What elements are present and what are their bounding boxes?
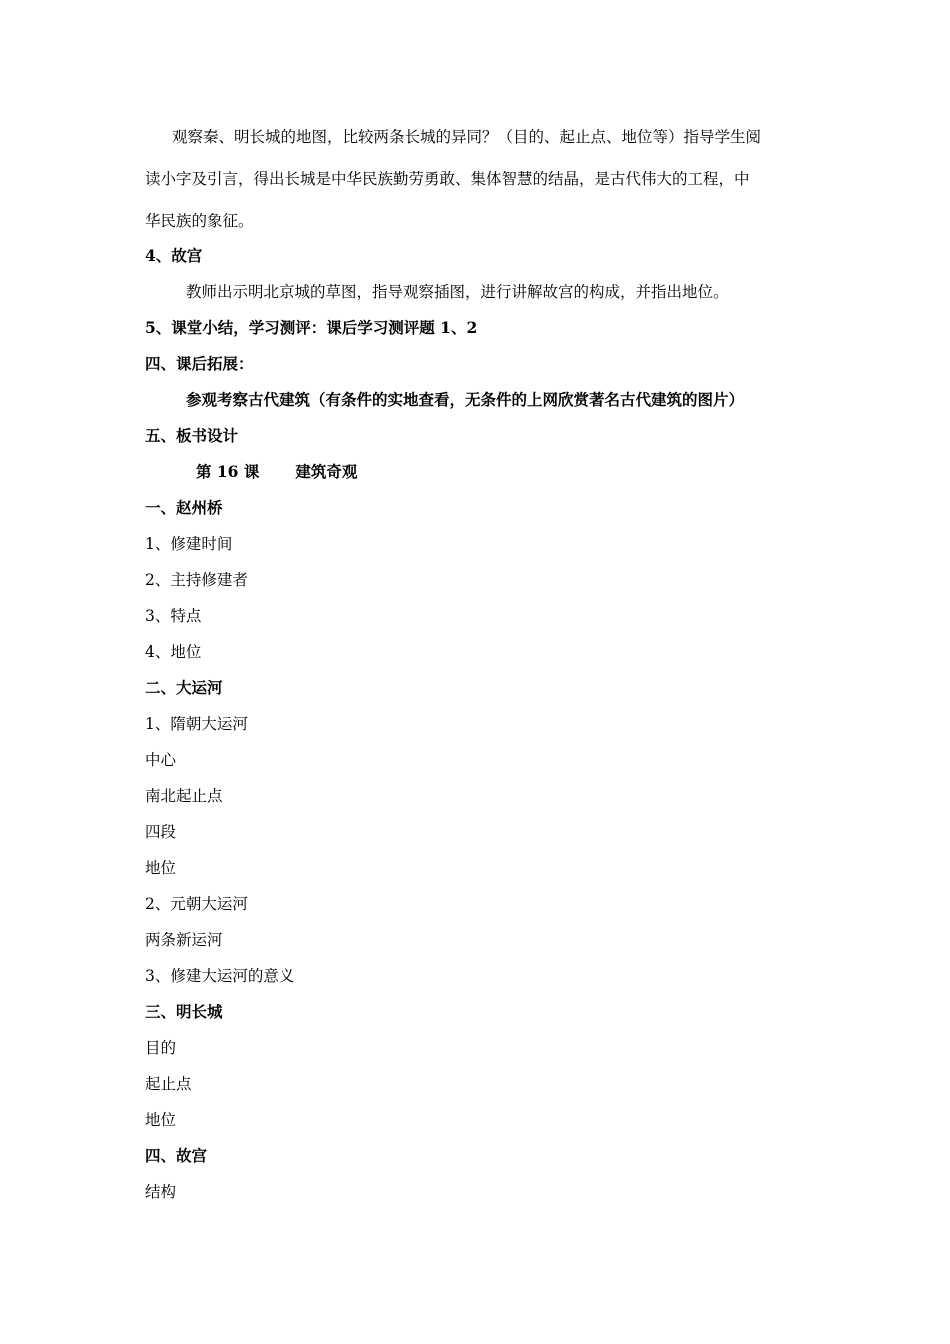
board-item: 2、主持修建者 (145, 571, 248, 589)
board-item: 地位 (145, 859, 177, 877)
board-section-heading: 四、故宫 (145, 1146, 208, 1165)
board-item: 2、元朝大运河 (145, 895, 248, 913)
board-item: 3、修建大运河的意义 (145, 967, 295, 985)
section-heading: 5、课堂小结，学习测评：课后学习测评题 1、2 (145, 318, 478, 337)
section-heading: 4、故宫 (145, 246, 203, 265)
board-section-heading: 一、赵州桥 (145, 498, 223, 517)
lesson-number: 第 16 课 (196, 462, 260, 481)
paragraph-line: 华民族的象征。 (145, 212, 254, 230)
board-item: 1、修建时间 (145, 535, 233, 553)
board-item: 地位 (145, 1111, 177, 1129)
board-item: 3、特点 (145, 607, 202, 625)
board-item: 南北起止点 (145, 787, 223, 805)
lesson-title: 建筑奇观 (295, 462, 358, 481)
board-item: 两条新运河 (145, 931, 223, 949)
section-heading: 四、课后拓展： (145, 354, 254, 373)
board-item: 四段 (145, 823, 177, 841)
board-section-heading: 二、大运河 (145, 678, 223, 697)
paragraph-line: 读小字及引言，得出长城是中华民族勤劳勇敢、集体智慧的结晶，是古代伟大的工程，中 (145, 170, 750, 188)
board-item: 4、地位 (145, 643, 202, 661)
section-heading: 五、板书设计 (145, 426, 239, 445)
board-item: 1、隋朝大运河 (145, 715, 248, 733)
board-section-heading: 三、明长城 (145, 1002, 223, 1021)
board-item: 起止点 (145, 1075, 192, 1093)
paragraph-line: 观察秦、明长城的地图，比较两条长城的异同？（目的、起止点、地位等）指导学生阅 (172, 128, 762, 146)
board-item: 目的 (145, 1039, 177, 1057)
paragraph-line: 教师出示明北京城的草图，指导观察插图，进行讲解故宫的构成，并指出地位。 (186, 283, 729, 301)
board-title (196, 462, 357, 482)
board-item: 结构 (145, 1183, 177, 1201)
board-item: 中心 (145, 751, 177, 769)
paragraph-line: 参观考察古代建筑（有条件的实地查看，无条件的上网欣赏著名古代建筑的图片） (186, 390, 745, 409)
